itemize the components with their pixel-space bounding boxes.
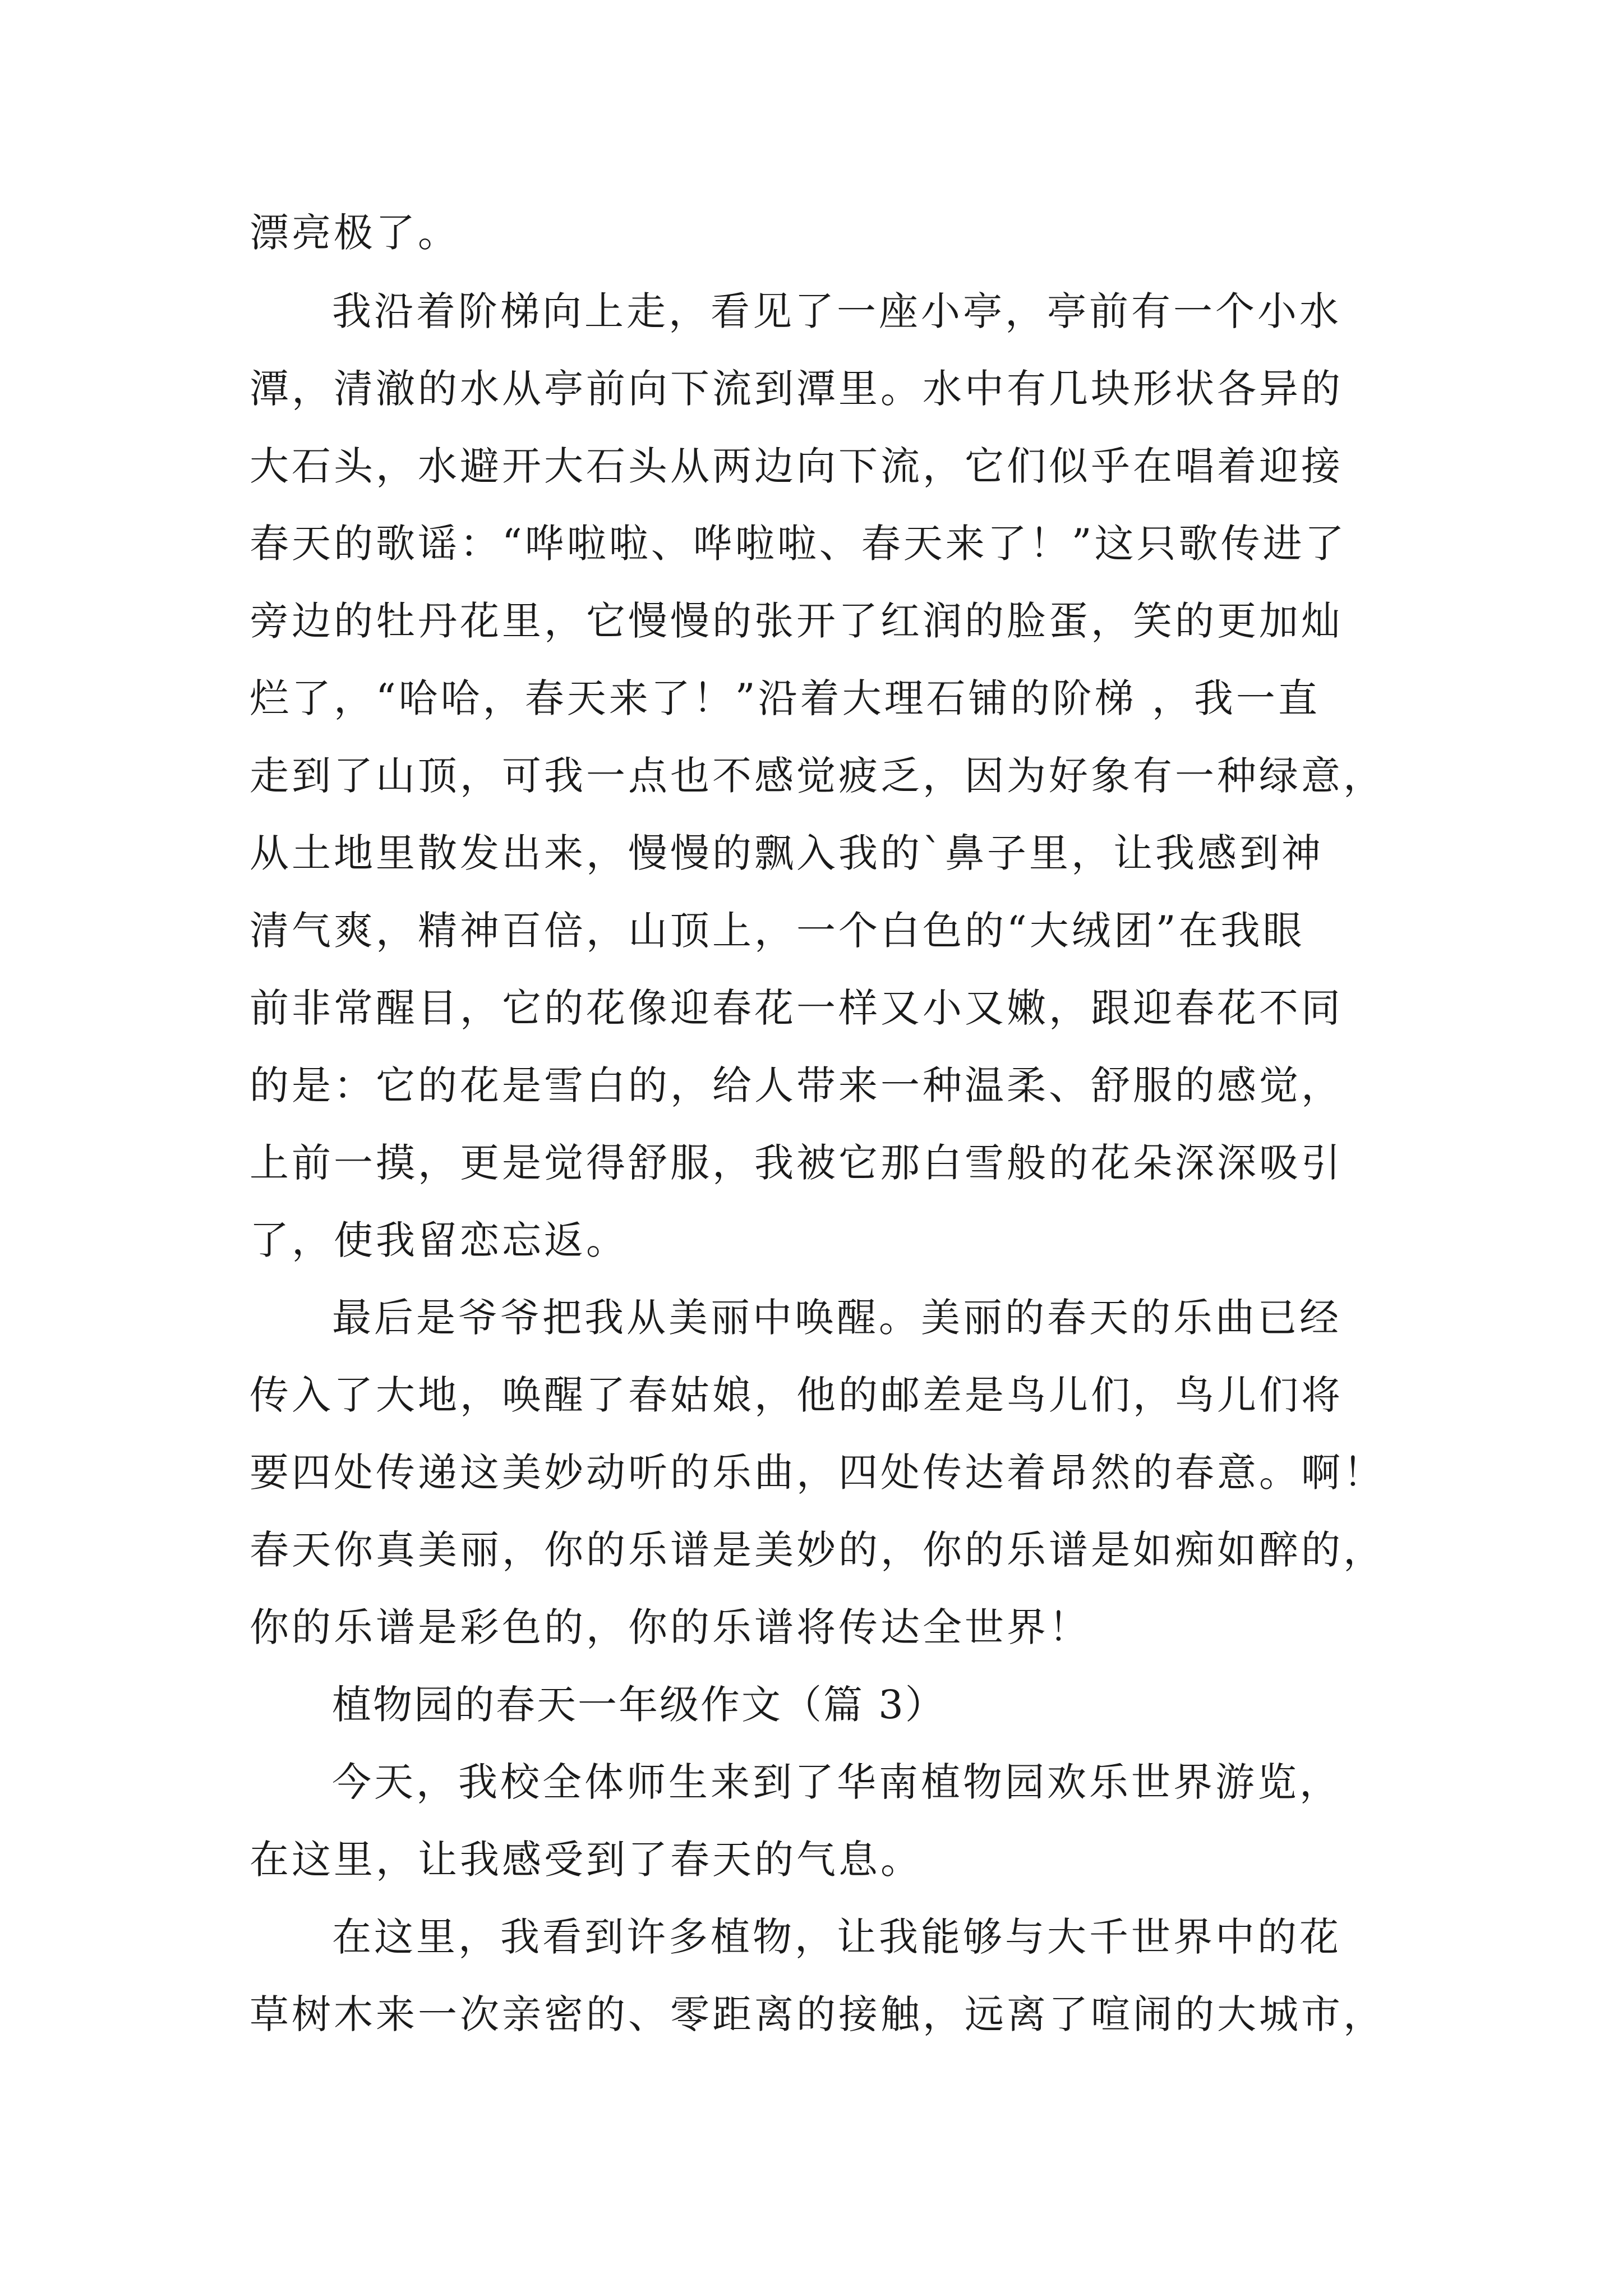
paragraph-line: 漂亮极了。 xyxy=(250,210,460,256)
paragraph-line: 你的乐谱是彩色的，你的乐谱将传达全世界！ xyxy=(250,1604,1091,1650)
paragraph-line: 清气爽，精神百倍，山顶上，一个白色的“大绒团”在我眼 xyxy=(250,908,1305,954)
paragraph-line: 的是：它的花是雪白的，给人带来一种温柔、舒服的感觉， xyxy=(250,1062,1343,1108)
paragraph-line: 走到了山顶，可我一点也不感觉疲乏，因为好象有一种绿意， xyxy=(250,753,1385,799)
paragraph-line: 上前一摸，更是觉得舒服，我被它那白雪般的花朵深深吸引 xyxy=(250,1140,1343,1186)
paragraph-line: 旁边的牡丹花里，它慢慢的张开了红润的脸蛋，笑的更加灿 xyxy=(250,598,1343,644)
paragraph-line: 潭，清澈的水从亭前向下流到潭里。水中有几块形状各异的 xyxy=(250,366,1343,412)
paragraph-line: 从土地里散发出来，慢慢的飘入我的`鼻子里，让我感到神 xyxy=(250,830,1324,876)
paragraph-line: 最后是爷爷把我从美丽中唤醒。美丽的春天的乐曲已经 xyxy=(332,1295,1341,1341)
section-heading: 植物园的春天一年级作文（篇 3） xyxy=(332,1682,946,1728)
paragraph-line: 春天你真美丽，你的乐谱是美妙的，你的乐谱是如痴如醉的， xyxy=(250,1527,1385,1573)
paragraph-line: 在这里，我看到许多植物，让我能够与大千世界中的花 xyxy=(332,1914,1341,1960)
paragraph-line: 今天，我校全体师生来到了华南植物园欢乐世界游览， xyxy=(332,1759,1341,1805)
paragraph-line: 在这里，让我感受到了春天的气息。 xyxy=(250,1837,923,1883)
paragraph-line: 了，使我留恋忘返。 xyxy=(250,1217,628,1263)
paragraph-line: 大石头，水避开大石头从两边向下流，它们似乎在唱着迎接 xyxy=(250,443,1343,489)
paragraph-line: 前非常醒目，它的花像迎春花一样又小又嫩，跟迎春花不同 xyxy=(250,985,1343,1031)
paragraph-line: 我沿着阶梯向上走，看见了一座小亭，亭前有一个小水 xyxy=(332,288,1341,334)
paragraph-line: 要四处传递这美妙动听的乐曲，四处传达着昂然的春意。啊！ xyxy=(250,1450,1385,1496)
paragraph-line: 草树木来一次亲密的、零距离的接触，远离了喧闹的大城市， xyxy=(250,1991,1385,2037)
paragraph-line: 传入了大地，唤醒了春姑娘，他的邮差是鸟儿们，鸟儿们将 xyxy=(250,1372,1343,1418)
paragraph-line: 烂了，“哈哈，春天来了！”沿着大理石铺的阶梯 ，我一直 xyxy=(250,675,1320,721)
paragraph-line: 春天的歌谣：“哗啦啦、哗啦啦、春天来了！”这只歌传进了 xyxy=(250,521,1347,567)
